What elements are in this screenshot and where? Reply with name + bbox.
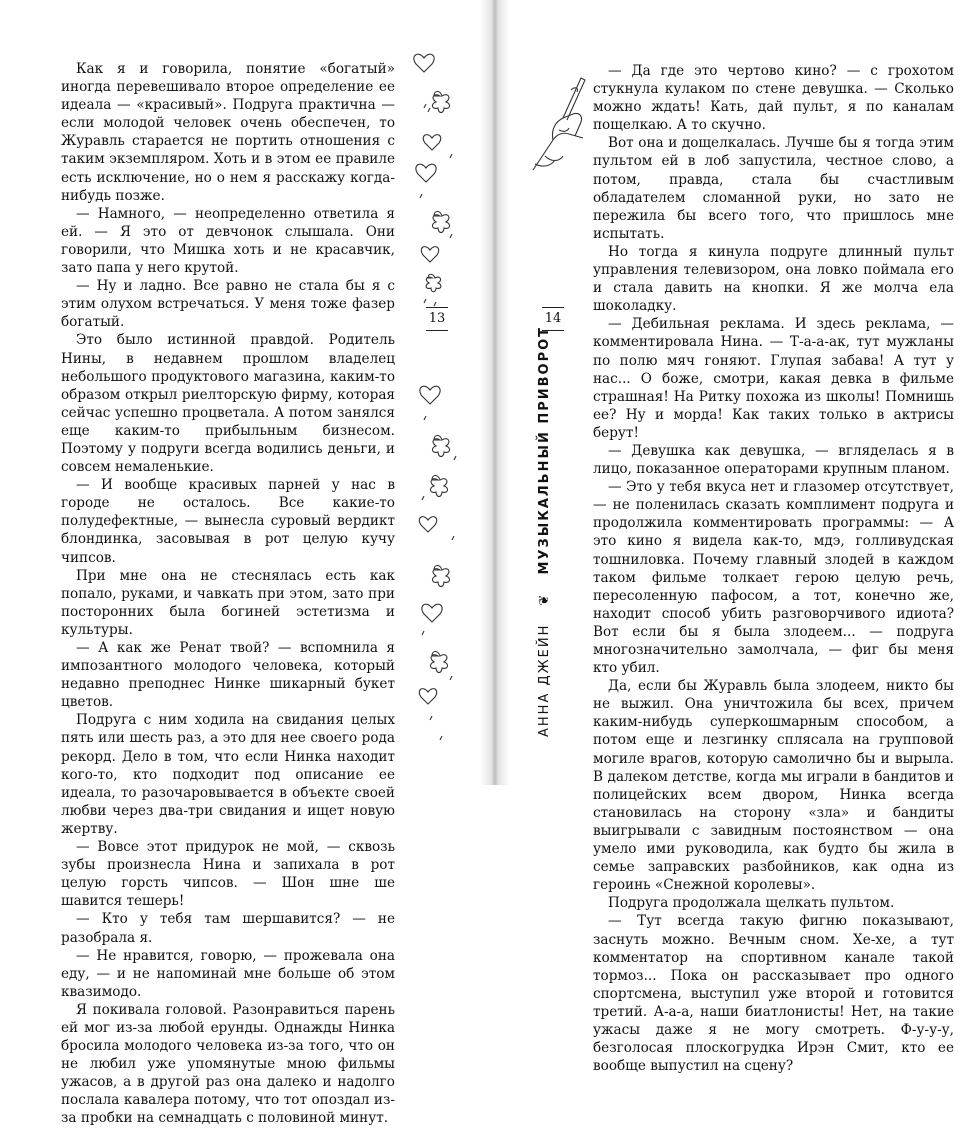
heart-icon — [419, 517, 436, 532]
flower-icon — [426, 274, 441, 292]
paragraph: Но тогда я кинула подруге длинный пульт управления телевизором, она ловко поймала его и стала давить на кнопки. Я же молча ела шоколадку. — [593, 243, 954, 315]
paragraph: Это было истинной правдой. Родитель Нины, в недавнем прошлом владелец небольшого продуктового магазина, каким-то образом открыл риелторскую фирму, которая сейчас успешно процветала. А потом занялся еще каким-то прибыльным бизнесом. Поэтому у подруги всегда водились деньги, и совсем немаленькие. — [61, 332, 395, 476]
running-head-title: МУЗЫКАЛЬНЫЙ ПРИВОРОТ — [537, 325, 552, 575]
paragraph: Да, если бы Журавль была злодеем, никто бы не выжил. Она уничтожила бы всех, причем каким-нибудь суперкошмарным способом, а потом еще и лезгинку сплясала на групповой могиле врагов, которую самолично бы и вырыла. В далеком детстве, когда мы играли в бандитов и полицейских всем двором, Нинка всегда становилась на сторону «зла» и бандиты выигрывали с завидным постоянством — она умело ими руководила, как будто бы жила в семье заправских разбойников, как одна из героинь «Снежной королевы». — [593, 678, 954, 894]
heart-icon — [423, 135, 440, 150]
page-number-right: 14 — [544, 311, 562, 326]
right-page-text — [593, 62, 954, 1075]
paragraph: — Это у тебя вкуса нет и глазомер отсутствует, — не поленилась сказать комплимент подруга и продолжила комментировать программы: — А это кино я видела как-то, мдэ, голливудская тошниловка. Почему главный злодей в каждом таком фильме толкает герою целую речь, пересоленную пафосом, а тот, конечно же, находит способ убить разговорчивого идиота? Вот если бы я была злодеем... — подруга многозначительно замолчала, — фиг бы меня кто убил. — [593, 479, 954, 677]
flower-icon — [430, 476, 447, 497]
paragraph: Подруга с ним ходила на свидания целых пять или шесть раз, а это для нее своего рода рекорд. Дело в том, что если Нинка находит кого-то, кто подходит под описание ее идеала, то разочаровывается в объекте своей любви через два-три свидания и ищет новую жертву. — [61, 712, 395, 837]
heart-icon — [416, 164, 436, 182]
flower-icon — [432, 92, 449, 113]
paragraph: — Вовсе этот придурок не мой, — сквозь зубы произнесла Нина и запихала в рот целую горсть чипсов. — Шон шне ше шавится тешерь! — [61, 839, 395, 910]
paragraph: — Намного, — неопределенно ответила я ей. — Я это от девчонок слышала. Они говорили, что Мишка хоть и не красавчик, зато папа у него крутой. — [61, 205, 395, 277]
paragraph: Как я и говорила, понятие «богатый» иногда перевешивало второе определение ее идеала — «красивый». Подруга практична — если молодой человек очень обеспечен, то Журавль старается не портить отношения с таким экземпляром. Хоть и в этом ее правиле есть исключение, но о нем я расскажу когда-нибудь позже. — [61, 61, 395, 204]
paragraph: — И вообще красивых парней у нас в городе не осталось. Все какие-то полудефектные, — вынесла суровый вердикт блондинка, засовывая в рот целую кучу чипсов. — [61, 477, 395, 566]
running-head — [537, 326, 552, 737]
running-head-author: АННА ДЖЕЙН — [537, 623, 552, 737]
hand-with-pen-icon — [523, 60, 593, 180]
book-gutter — [480, 0, 510, 785]
heart-icon — [420, 386, 440, 404]
page-number-rule-bottom — [426, 330, 448, 331]
heart-icon — [421, 247, 438, 262]
page-number-rule-top — [542, 307, 564, 308]
paragraph: — А как же Ренат твой? — вспомнила я импозантного молодого человека, который недавно преподнес Нинке шикарный букет цветов. — [61, 640, 395, 711]
paragraph: Подруга продолжала щелкать пультом. — [608, 895, 895, 912]
left-page-text — [61, 60, 395, 1128]
paragraph: — Кто у тебя там шершавится? — не разобрала я. — [61, 911, 395, 946]
flower-icon — [432, 212, 449, 233]
flower-icon — [432, 566, 449, 587]
paragraph: — Ну и ладно. Все равно не стала бы я с этим олухом встречаться. У меня тоже фазер богатый. — [61, 278, 395, 331]
paragraph: — Дебильная реклама. И здесь реклама, — комментировала Нина. — Т-а-а-ак, тут мужланы по полю мяч гоняют. Глупая забава! А тут у нас... О боже, смотри, какая девка в фильме страшная! На Ритку похожа из школы! Помнишь ее? Ну и морда! Как таких только в актрисы берут! — [593, 316, 954, 441]
paragraph: При мне она не стеснялась есть как попало, руками, и чавкать при этом, зато при посторонних была богиней эстетизма и культуры. — [61, 567, 395, 638]
heart-icon — [419, 689, 436, 704]
flower-icon — [432, 436, 449, 457]
paragraph: — Девушка как девушка, — вгляделась я в лицо, показанное операторами крупным планом. — [593, 442, 954, 478]
flower-icon — [430, 652, 447, 673]
ornament-column-top — [410, 38, 470, 328]
paragraph: Я покивала головой. Разонравиться парень ей мог из-за любой ерунды. Однажды Нинка бросила молодого человека из-за того, что он не любил уже упомянутые мною фильмы ужасов, а в другой раз она далеко и надолго послала кавалера потому, что тот опоздал из-за пробки на семнадцать с половиной минут. — [61, 1001, 395, 1127]
paragraph: — Тут всегда такую фигню показывают, заснуть можно. Вечным сном. Хе-хе, а тут комментатор на спортивном канале такой тормоз... Пока он рассказывает про одного спортсмена, выступил уже второй и готовится третий. А-а-а, наши биатлонисты! Нет, на такие ужасы даже я не могу смотреть. Ф-у-у-у, безголосая плоскогрудка Ирэн Смит, кто ее вообще выпустил на сцену? — [593, 913, 954, 1075]
heart-icon — [414, 54, 434, 72]
swirl-ornament-icon: ❦ — [537, 592, 552, 606]
ornament-column-bottom — [410, 370, 470, 760]
heart-icon — [422, 604, 442, 622]
paragraph: — Не нравится, говорю, — прожевала она еду, — и не напоминай мне больше об этом квазимодо. — [61, 947, 395, 1000]
paragraph: — Да где это чертово кино? — с грохотом стукнула кулаком по стене девушка. — Сколько можно ждать! Кать, дай пульт, я по каналам пощелкаю. А то скучно. — [593, 63, 954, 134]
page-number-left: 13 — [428, 311, 446, 326]
paragraph: Вот она и дощелкалась. Лучше бы я тогда этим пультом ей в лоб запустила, честное слово, а потом, правда, стала бы счастливым обладателем сломанной руки, но зато не пережила бы всего того, что пришлось мне испытать. — [593, 135, 954, 242]
